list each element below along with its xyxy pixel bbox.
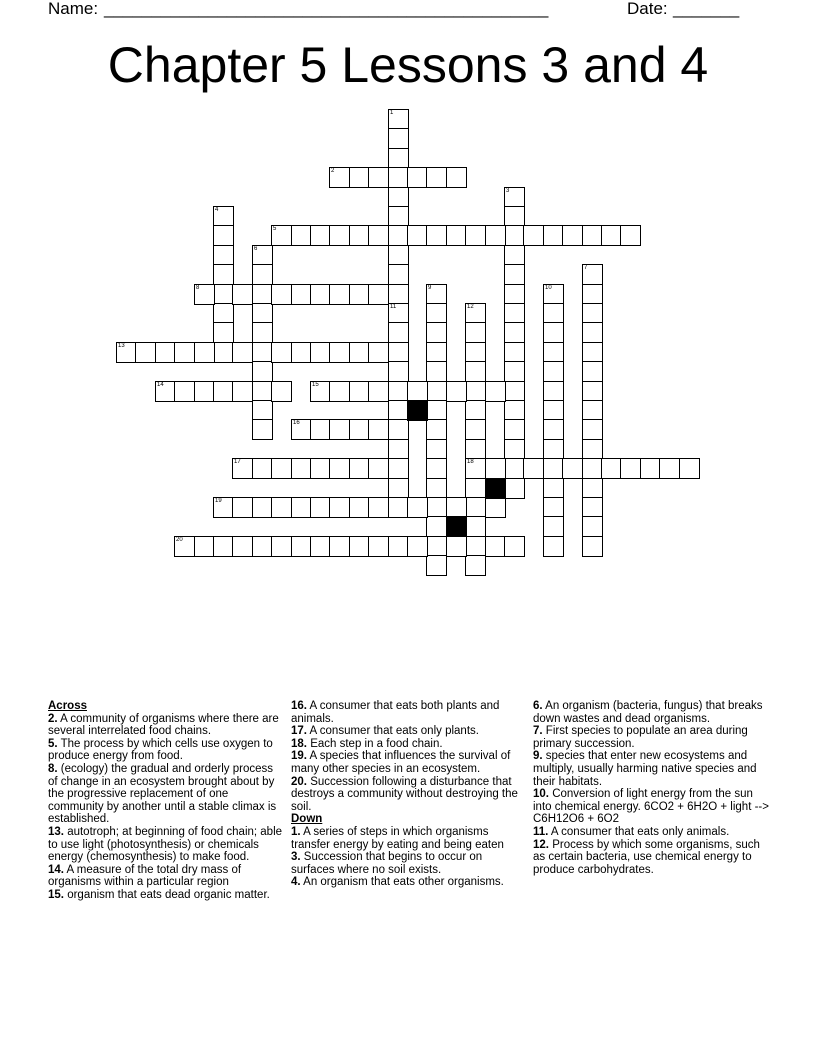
crossword-cell[interactable] bbox=[349, 284, 370, 305]
crossword-cell[interactable] bbox=[388, 322, 409, 343]
clue-number-3: 3 bbox=[506, 188, 510, 194]
clue-number: 18. bbox=[291, 737, 307, 750]
crossword-cell[interactable] bbox=[426, 516, 447, 537]
crossword-cell[interactable] bbox=[543, 303, 564, 324]
crossword-cell[interactable] bbox=[543, 322, 564, 343]
clue-item: 11. A consumer that eats only animals. bbox=[533, 825, 730, 838]
crossword-cell[interactable] bbox=[174, 381, 195, 402]
clue-number: 5. bbox=[48, 737, 58, 750]
crossword-cell[interactable] bbox=[543, 342, 564, 363]
crossword-cell[interactable] bbox=[388, 128, 409, 149]
crossword-cell[interactable] bbox=[601, 225, 622, 246]
crossword-cell[interactable] bbox=[543, 458, 564, 479]
crossword-cell[interactable] bbox=[659, 458, 680, 479]
crossword-cell[interactable] bbox=[194, 284, 215, 305]
crossword-cell[interactable] bbox=[232, 536, 253, 557]
crossword-cell[interactable] bbox=[426, 536, 447, 557]
crossword-cell[interactable] bbox=[388, 187, 409, 208]
crossword-cell[interactable] bbox=[388, 264, 409, 285]
crossword-cell[interactable] bbox=[465, 458, 486, 479]
crossword-cell[interactable] bbox=[504, 225, 525, 246]
crossword-cell[interactable] bbox=[329, 284, 350, 305]
clue-number-6: 6 bbox=[254, 246, 258, 252]
crossword-cell[interactable] bbox=[407, 167, 428, 188]
clue-number-14: 14 bbox=[157, 382, 164, 388]
clue-item: 12. Process by which some organisms, such as certain bacteria, use chemical energy to produce carbohydrates. bbox=[533, 838, 760, 876]
crossword-cell[interactable] bbox=[562, 225, 583, 246]
crossword-cell[interactable] bbox=[135, 342, 156, 363]
crossword-cell[interactable] bbox=[543, 400, 564, 421]
crossword-cell[interactable] bbox=[426, 439, 447, 460]
crossword-cell[interactable] bbox=[504, 322, 525, 343]
clue-number-13: 13 bbox=[118, 343, 125, 349]
crossword-cell[interactable] bbox=[349, 536, 370, 557]
crossword-cell[interactable] bbox=[368, 167, 389, 188]
clue-item: 1. A series of steps in which organisms transfer energy by eating and being eaten bbox=[291, 825, 504, 851]
crossword-cell[interactable] bbox=[523, 458, 544, 479]
crossword-cell[interactable] bbox=[407, 225, 428, 246]
crossword-cell[interactable] bbox=[252, 264, 273, 285]
crossword-cell[interactable] bbox=[504, 245, 525, 266]
down-heading: Down bbox=[291, 813, 323, 826]
crossword-cell[interactable] bbox=[582, 458, 603, 479]
crossword-cell[interactable] bbox=[465, 225, 486, 246]
crossword-cell[interactable] bbox=[426, 478, 447, 499]
crossword-cell[interactable] bbox=[252, 458, 273, 479]
crossword-cell[interactable] bbox=[252, 245, 273, 266]
crossword-cell[interactable] bbox=[155, 342, 176, 363]
crossword-cell[interactable] bbox=[485, 536, 506, 557]
crossword-cell[interactable] bbox=[426, 555, 447, 576]
crossword-cell[interactable] bbox=[213, 225, 234, 246]
crossword-cell[interactable] bbox=[465, 439, 486, 460]
crossword-cell[interactable] bbox=[388, 109, 409, 130]
crossword-cell[interactable] bbox=[310, 225, 331, 246]
blocked-cell bbox=[407, 400, 428, 421]
crossword-cell[interactable] bbox=[232, 284, 253, 305]
crossword-cell[interactable] bbox=[504, 400, 525, 421]
clue-number: 12. bbox=[533, 838, 549, 851]
crossword-cell[interactable] bbox=[349, 419, 370, 440]
crossword-cell[interactable] bbox=[329, 419, 350, 440]
crossword-cell[interactable] bbox=[465, 400, 486, 421]
crossword-cell[interactable] bbox=[329, 381, 350, 402]
crossword-cell[interactable] bbox=[504, 478, 525, 499]
crossword-cell[interactable] bbox=[252, 284, 273, 305]
crossword-cell[interactable] bbox=[368, 225, 389, 246]
crossword-cell[interactable] bbox=[252, 303, 273, 324]
blocked-cell bbox=[446, 516, 467, 537]
crossword-cell[interactable] bbox=[504, 439, 525, 460]
clue-number-11: 11 bbox=[390, 304, 397, 310]
crossword-cell[interactable] bbox=[291, 419, 312, 440]
clue-number-17: 17 bbox=[234, 459, 241, 465]
crossword-cell[interactable] bbox=[582, 497, 603, 518]
crossword-cell[interactable] bbox=[446, 536, 467, 557]
crossword-cell[interactable] bbox=[349, 342, 370, 363]
crossword-cell[interactable] bbox=[329, 225, 350, 246]
crossword-cell[interactable] bbox=[582, 419, 603, 440]
crossword-cell[interactable] bbox=[582, 400, 603, 421]
crossword-cell[interactable] bbox=[582, 342, 603, 363]
crossword-cell[interactable] bbox=[252, 361, 273, 382]
clue-item: 8. (ecology) the gradual and orderly process of change in an ecosystem brought about by the progressive replacement of one community by another until a stable climax is established. bbox=[48, 762, 277, 826]
clue-number-8: 8 bbox=[196, 285, 200, 291]
crossword-cell[interactable] bbox=[388, 245, 409, 266]
crossword-cell[interactable] bbox=[213, 381, 234, 402]
crossword-cell[interactable] bbox=[329, 167, 350, 188]
crossword-cell[interactable] bbox=[620, 458, 641, 479]
crossword-cell[interactable] bbox=[426, 419, 447, 440]
clue-number-2: 2 bbox=[331, 168, 335, 174]
crossword-cell[interactable] bbox=[368, 497, 389, 518]
crossword-cell[interactable] bbox=[465, 478, 486, 499]
crossword-cell[interactable] bbox=[252, 536, 273, 557]
crossword-cell[interactable] bbox=[426, 458, 447, 479]
crossword-cell[interactable] bbox=[271, 536, 292, 557]
crossword-cell[interactable] bbox=[388, 361, 409, 382]
clue-number: 1. bbox=[291, 825, 301, 838]
clue-number: 6. bbox=[533, 700, 543, 712]
crossword-cell[interactable] bbox=[194, 381, 215, 402]
clue-number: 20. bbox=[291, 775, 307, 788]
clue-item: 20. Succession following a disturbance that destroys a community without destroying the soil. bbox=[291, 775, 518, 813]
clue-number: 15. bbox=[48, 888, 64, 901]
crossword-cell[interactable] bbox=[465, 419, 486, 440]
crossword-cell[interactable] bbox=[155, 381, 176, 402]
crossword-cell[interactable] bbox=[310, 458, 331, 479]
crossword-cell[interactable] bbox=[291, 284, 312, 305]
crossword-cell[interactable] bbox=[485, 381, 506, 402]
crossword-cell[interactable] bbox=[446, 225, 467, 246]
clue-number: 13. bbox=[48, 825, 64, 838]
crossword-cell[interactable] bbox=[582, 303, 603, 324]
clue-number-18: 18 bbox=[467, 459, 474, 465]
clue-item: 18. Each step in a food chain. bbox=[291, 737, 443, 750]
clue-item: 9. species that enter new ecosystems and multiply, usually harming native species and their habitats. bbox=[533, 750, 757, 788]
crossword-cell[interactable] bbox=[349, 167, 370, 188]
crossword-cell[interactable] bbox=[329, 536, 350, 557]
crossword-cell[interactable] bbox=[465, 555, 486, 576]
crossword-cell[interactable] bbox=[465, 303, 486, 324]
crossword-cell[interactable] bbox=[562, 458, 583, 479]
crossword-cell[interactable] bbox=[388, 439, 409, 460]
crossword-cell[interactable] bbox=[194, 536, 215, 557]
crossword-cell[interactable] bbox=[213, 206, 234, 227]
clue-number-20: 20 bbox=[176, 537, 183, 543]
crossword-cell[interactable] bbox=[485, 497, 506, 518]
clue-number: 16. bbox=[291, 700, 307, 712]
crossword-cell[interactable] bbox=[388, 497, 409, 518]
name-field-line[interactable]: _______________________________________________ bbox=[104, 0, 549, 18]
crossword-cell[interactable] bbox=[271, 458, 292, 479]
crossword-cell[interactable] bbox=[504, 419, 525, 440]
crossword-cell[interactable] bbox=[543, 536, 564, 557]
crossword-cell[interactable] bbox=[329, 342, 350, 363]
clue-item: 19. A species that influences the survival of many other species in an ecosystem. bbox=[291, 750, 511, 775]
crossword-cell[interactable] bbox=[407, 497, 428, 518]
crossword-cell[interactable] bbox=[213, 303, 234, 324]
crossword-cell[interactable] bbox=[368, 381, 389, 402]
crossword-cell[interactable] bbox=[582, 478, 603, 499]
crossword-cell[interactable] bbox=[426, 497, 447, 518]
crossword-cell[interactable] bbox=[252, 381, 273, 402]
clue-number-7: 7 bbox=[584, 265, 588, 271]
crossword-cell[interactable] bbox=[504, 187, 525, 208]
crossword-cell[interactable] bbox=[465, 361, 486, 382]
crossword-cell[interactable] bbox=[504, 342, 525, 363]
crossword-cell[interactable] bbox=[329, 458, 350, 479]
page-title: Chapter 5 Lessons 3 and 4 bbox=[107, 37, 709, 93]
crossword-cell[interactable] bbox=[213, 497, 234, 518]
clue-number-9: 9 bbox=[428, 285, 432, 291]
clue-number: 14. bbox=[48, 863, 64, 876]
crossword-cell[interactable] bbox=[388, 478, 409, 499]
clue-number: 7. bbox=[533, 725, 543, 738]
crossword-cell[interactable] bbox=[620, 225, 641, 246]
crossword-cell[interactable] bbox=[582, 264, 603, 285]
clue-item: 3. Succession that begins to occur on surfaces where no soil exists. bbox=[291, 851, 483, 876]
crossword-cell[interactable] bbox=[640, 458, 661, 479]
clue-number-5: 5 bbox=[273, 226, 277, 232]
crossword-cell[interactable] bbox=[388, 167, 409, 188]
clue-item: 10. Conversion of light energy from the sun into chemical energy. 6CO2 + 6H2O + light --> C6H12O6 + 6O2 bbox=[533, 788, 769, 826]
crossword-cell[interactable] bbox=[504, 264, 525, 285]
crossword-cell[interactable] bbox=[213, 264, 234, 285]
date-label: Date: bbox=[627, 0, 668, 18]
crossword-cell[interactable] bbox=[388, 284, 409, 305]
crossword-cell[interactable] bbox=[601, 458, 622, 479]
crossword-cell[interactable] bbox=[504, 361, 525, 382]
crossword-cell[interactable] bbox=[388, 400, 409, 421]
clue-item: 15. organism that eats dead organic matter. bbox=[48, 888, 270, 901]
crossword-cell[interactable] bbox=[310, 419, 331, 440]
clue-number: 2. bbox=[48, 712, 58, 725]
crossword-cell[interactable] bbox=[310, 342, 331, 363]
crossword-cell[interactable] bbox=[213, 245, 234, 266]
crossword-cell[interactable] bbox=[388, 303, 409, 324]
crossword-cell[interactable] bbox=[407, 381, 428, 402]
crossword-cell[interactable] bbox=[271, 381, 292, 402]
crossword-cell[interactable] bbox=[504, 284, 525, 305]
crossword-cell[interactable] bbox=[388, 458, 409, 479]
clue-number-1: 1 bbox=[390, 110, 394, 116]
crossword-cell[interactable] bbox=[349, 381, 370, 402]
crossword-cell[interactable] bbox=[368, 342, 389, 363]
crossword-cell[interactable] bbox=[446, 381, 467, 402]
crossword-cell[interactable] bbox=[271, 225, 292, 246]
crossword-cell[interactable] bbox=[194, 342, 215, 363]
clue-number: 17. bbox=[291, 725, 307, 738]
crossword-cell[interactable] bbox=[232, 458, 253, 479]
crossword-cell[interactable] bbox=[213, 322, 234, 343]
crossword-cell[interactable] bbox=[426, 167, 447, 188]
crossword-cell[interactable] bbox=[426, 342, 447, 363]
crossword-cell[interactable] bbox=[543, 497, 564, 518]
clue-item: 7. First species to populate an area during primary succession. bbox=[533, 725, 748, 750]
clues-column-3 bbox=[533, 700, 769, 876]
crossword-cell[interactable] bbox=[504, 303, 525, 324]
crossword-cell[interactable] bbox=[426, 225, 447, 246]
crossword-cell[interactable] bbox=[446, 167, 467, 188]
crossword-cell[interactable] bbox=[407, 536, 428, 557]
crossword-cell[interactable] bbox=[291, 225, 312, 246]
crossword-cell[interactable] bbox=[543, 361, 564, 382]
clues-column-1 bbox=[48, 700, 284, 902]
crossword-cell[interactable] bbox=[465, 536, 486, 557]
clue-item: 4. An organism that eats other organisms. bbox=[291, 876, 504, 889]
crossword-cell[interactable] bbox=[388, 206, 409, 227]
crossword-cell[interactable] bbox=[213, 342, 234, 363]
crossword-cell[interactable] bbox=[465, 381, 486, 402]
clue-item: 16. A consumer that eats both plants and animals. bbox=[291, 700, 500, 725]
crossword-cell[interactable] bbox=[582, 516, 603, 537]
clues-column-2 bbox=[291, 700, 527, 889]
crossword-cell[interactable] bbox=[174, 342, 195, 363]
crossword-cell[interactable] bbox=[582, 439, 603, 460]
clue-number-12: 12 bbox=[467, 304, 474, 310]
crossword-cell[interactable] bbox=[252, 322, 273, 343]
crossword-cell[interactable] bbox=[446, 497, 467, 518]
crossword-cell[interactable] bbox=[426, 303, 447, 324]
crossword-cell[interactable] bbox=[310, 284, 331, 305]
crossword-cell[interactable] bbox=[388, 381, 409, 402]
crossword-cell[interactable] bbox=[291, 342, 312, 363]
clue-item: 5. The process by which cells use oxygen to produce energy from food. bbox=[48, 737, 273, 763]
crossword-cell[interactable] bbox=[388, 342, 409, 363]
clue-number: 11. bbox=[533, 825, 549, 838]
crossword-cell[interactable] bbox=[388, 419, 409, 440]
clue-number: 10. bbox=[533, 788, 549, 801]
crossword-cell[interactable] bbox=[582, 381, 603, 402]
crossword-cell[interactable] bbox=[252, 419, 273, 440]
crossword-cell[interactable] bbox=[582, 284, 603, 305]
crossword-cell[interactable] bbox=[232, 342, 253, 363]
crossword-cell[interactable] bbox=[504, 206, 525, 227]
crossword-cell[interactable] bbox=[523, 225, 544, 246]
crossword-cell[interactable] bbox=[543, 478, 564, 499]
crossword-cell[interactable] bbox=[485, 458, 506, 479]
crossword-cell[interactable] bbox=[543, 439, 564, 460]
crossword-cell[interactable] bbox=[465, 322, 486, 343]
crossword-cell[interactable] bbox=[232, 381, 253, 402]
crossword-cell[interactable] bbox=[504, 458, 525, 479]
crossword-cell[interactable] bbox=[252, 497, 273, 518]
clue-number-19: 19 bbox=[215, 498, 222, 504]
clue-number: 8. bbox=[48, 762, 58, 775]
crossword-cell[interactable] bbox=[349, 225, 370, 246]
crossword-cell[interactable] bbox=[426, 400, 447, 421]
clue-item: 13. autotroph; at beginning of food chain; able to use light (photosynthesis) or chemicals energy (chemosynthesis) to make food. bbox=[48, 825, 283, 864]
crossword-cell[interactable] bbox=[291, 497, 312, 518]
crossword-cell[interactable] bbox=[213, 536, 234, 557]
crossword-cell[interactable] bbox=[310, 497, 331, 518]
crossword-cell[interactable] bbox=[582, 361, 603, 382]
name-label: Name: bbox=[48, 0, 99, 18]
crossword-cell[interactable] bbox=[271, 342, 292, 363]
clue-item: 2. A community of organisms where there are several interrelated food chains. bbox=[48, 712, 279, 738]
clue-number-4: 4 bbox=[215, 207, 219, 213]
crossword-cell[interactable] bbox=[426, 322, 447, 343]
crossword-cell[interactable] bbox=[504, 536, 525, 557]
clue-number: 19. bbox=[291, 750, 307, 763]
crossword-cell[interactable] bbox=[582, 322, 603, 343]
across-heading: Across bbox=[48, 700, 87, 712]
crossword-cell[interactable] bbox=[116, 342, 137, 363]
date-field-line[interactable]: _______ bbox=[673, 0, 740, 18]
crossword-cell[interactable] bbox=[426, 284, 447, 305]
clue-number: 3. bbox=[291, 851, 301, 864]
crossword-cell[interactable] bbox=[349, 497, 370, 518]
crossword-cell[interactable] bbox=[368, 284, 389, 305]
crossword-cell[interactable] bbox=[679, 458, 700, 479]
crossword-cell[interactable] bbox=[465, 497, 486, 518]
crossword-cell[interactable] bbox=[252, 342, 273, 363]
crossword-cell[interactable] bbox=[349, 458, 370, 479]
clue-number: 9. bbox=[533, 750, 543, 763]
crossword-cell[interactable] bbox=[543, 225, 564, 246]
crossword-cell[interactable] bbox=[368, 419, 389, 440]
crossword-cell[interactable] bbox=[252, 400, 273, 421]
crossword-cell[interactable] bbox=[271, 284, 292, 305]
crossword-cell[interactable] bbox=[232, 497, 253, 518]
crossword-cell[interactable] bbox=[426, 361, 447, 382]
crossword-cell[interactable] bbox=[368, 536, 389, 557]
crossword-cell[interactable] bbox=[465, 342, 486, 363]
crossword-cell[interactable] bbox=[543, 381, 564, 402]
crossword-cell[interactable] bbox=[310, 536, 331, 557]
crossword-cell[interactable] bbox=[368, 458, 389, 479]
crossword-cell[interactable] bbox=[485, 225, 506, 246]
crossword-cell[interactable] bbox=[291, 458, 312, 479]
clue-number-16: 16 bbox=[293, 420, 300, 426]
blocked-cell bbox=[485, 478, 506, 499]
crossword-cell[interactable] bbox=[329, 497, 350, 518]
clue-number-15: 15 bbox=[312, 382, 319, 388]
crossword-cell[interactable] bbox=[426, 381, 447, 402]
clue-number: 4. bbox=[291, 876, 301, 889]
crossword-cell[interactable] bbox=[388, 536, 409, 557]
crossword-cell[interactable] bbox=[388, 148, 409, 169]
crossword-cell[interactable] bbox=[543, 516, 564, 537]
clue-item: 17. A consumer that eats only plants. bbox=[291, 725, 479, 738]
crossword-cell[interactable] bbox=[504, 381, 525, 402]
crossword-cell[interactable] bbox=[213, 284, 234, 305]
clue-item: 14. A measure of the total dry mass of organisms within a particular region bbox=[48, 863, 242, 889]
crossword-cell[interactable] bbox=[310, 381, 331, 402]
crossword-cell[interactable] bbox=[582, 225, 603, 246]
crossword-cell[interactable] bbox=[174, 536, 195, 557]
crossword-cell[interactable] bbox=[543, 419, 564, 440]
crossword-cell[interactable] bbox=[543, 284, 564, 305]
crossword-cell[interactable] bbox=[465, 516, 486, 537]
crossword-cell[interactable] bbox=[271, 497, 292, 518]
clue-item: 6. An organism (bacteria, fungus) that breaks down wastes and dead organisms. bbox=[533, 700, 763, 725]
crossword-cell[interactable] bbox=[388, 225, 409, 246]
clue-number-10: 10 bbox=[545, 285, 552, 291]
crossword-cell[interactable] bbox=[291, 536, 312, 557]
crossword-cell[interactable] bbox=[582, 536, 603, 557]
